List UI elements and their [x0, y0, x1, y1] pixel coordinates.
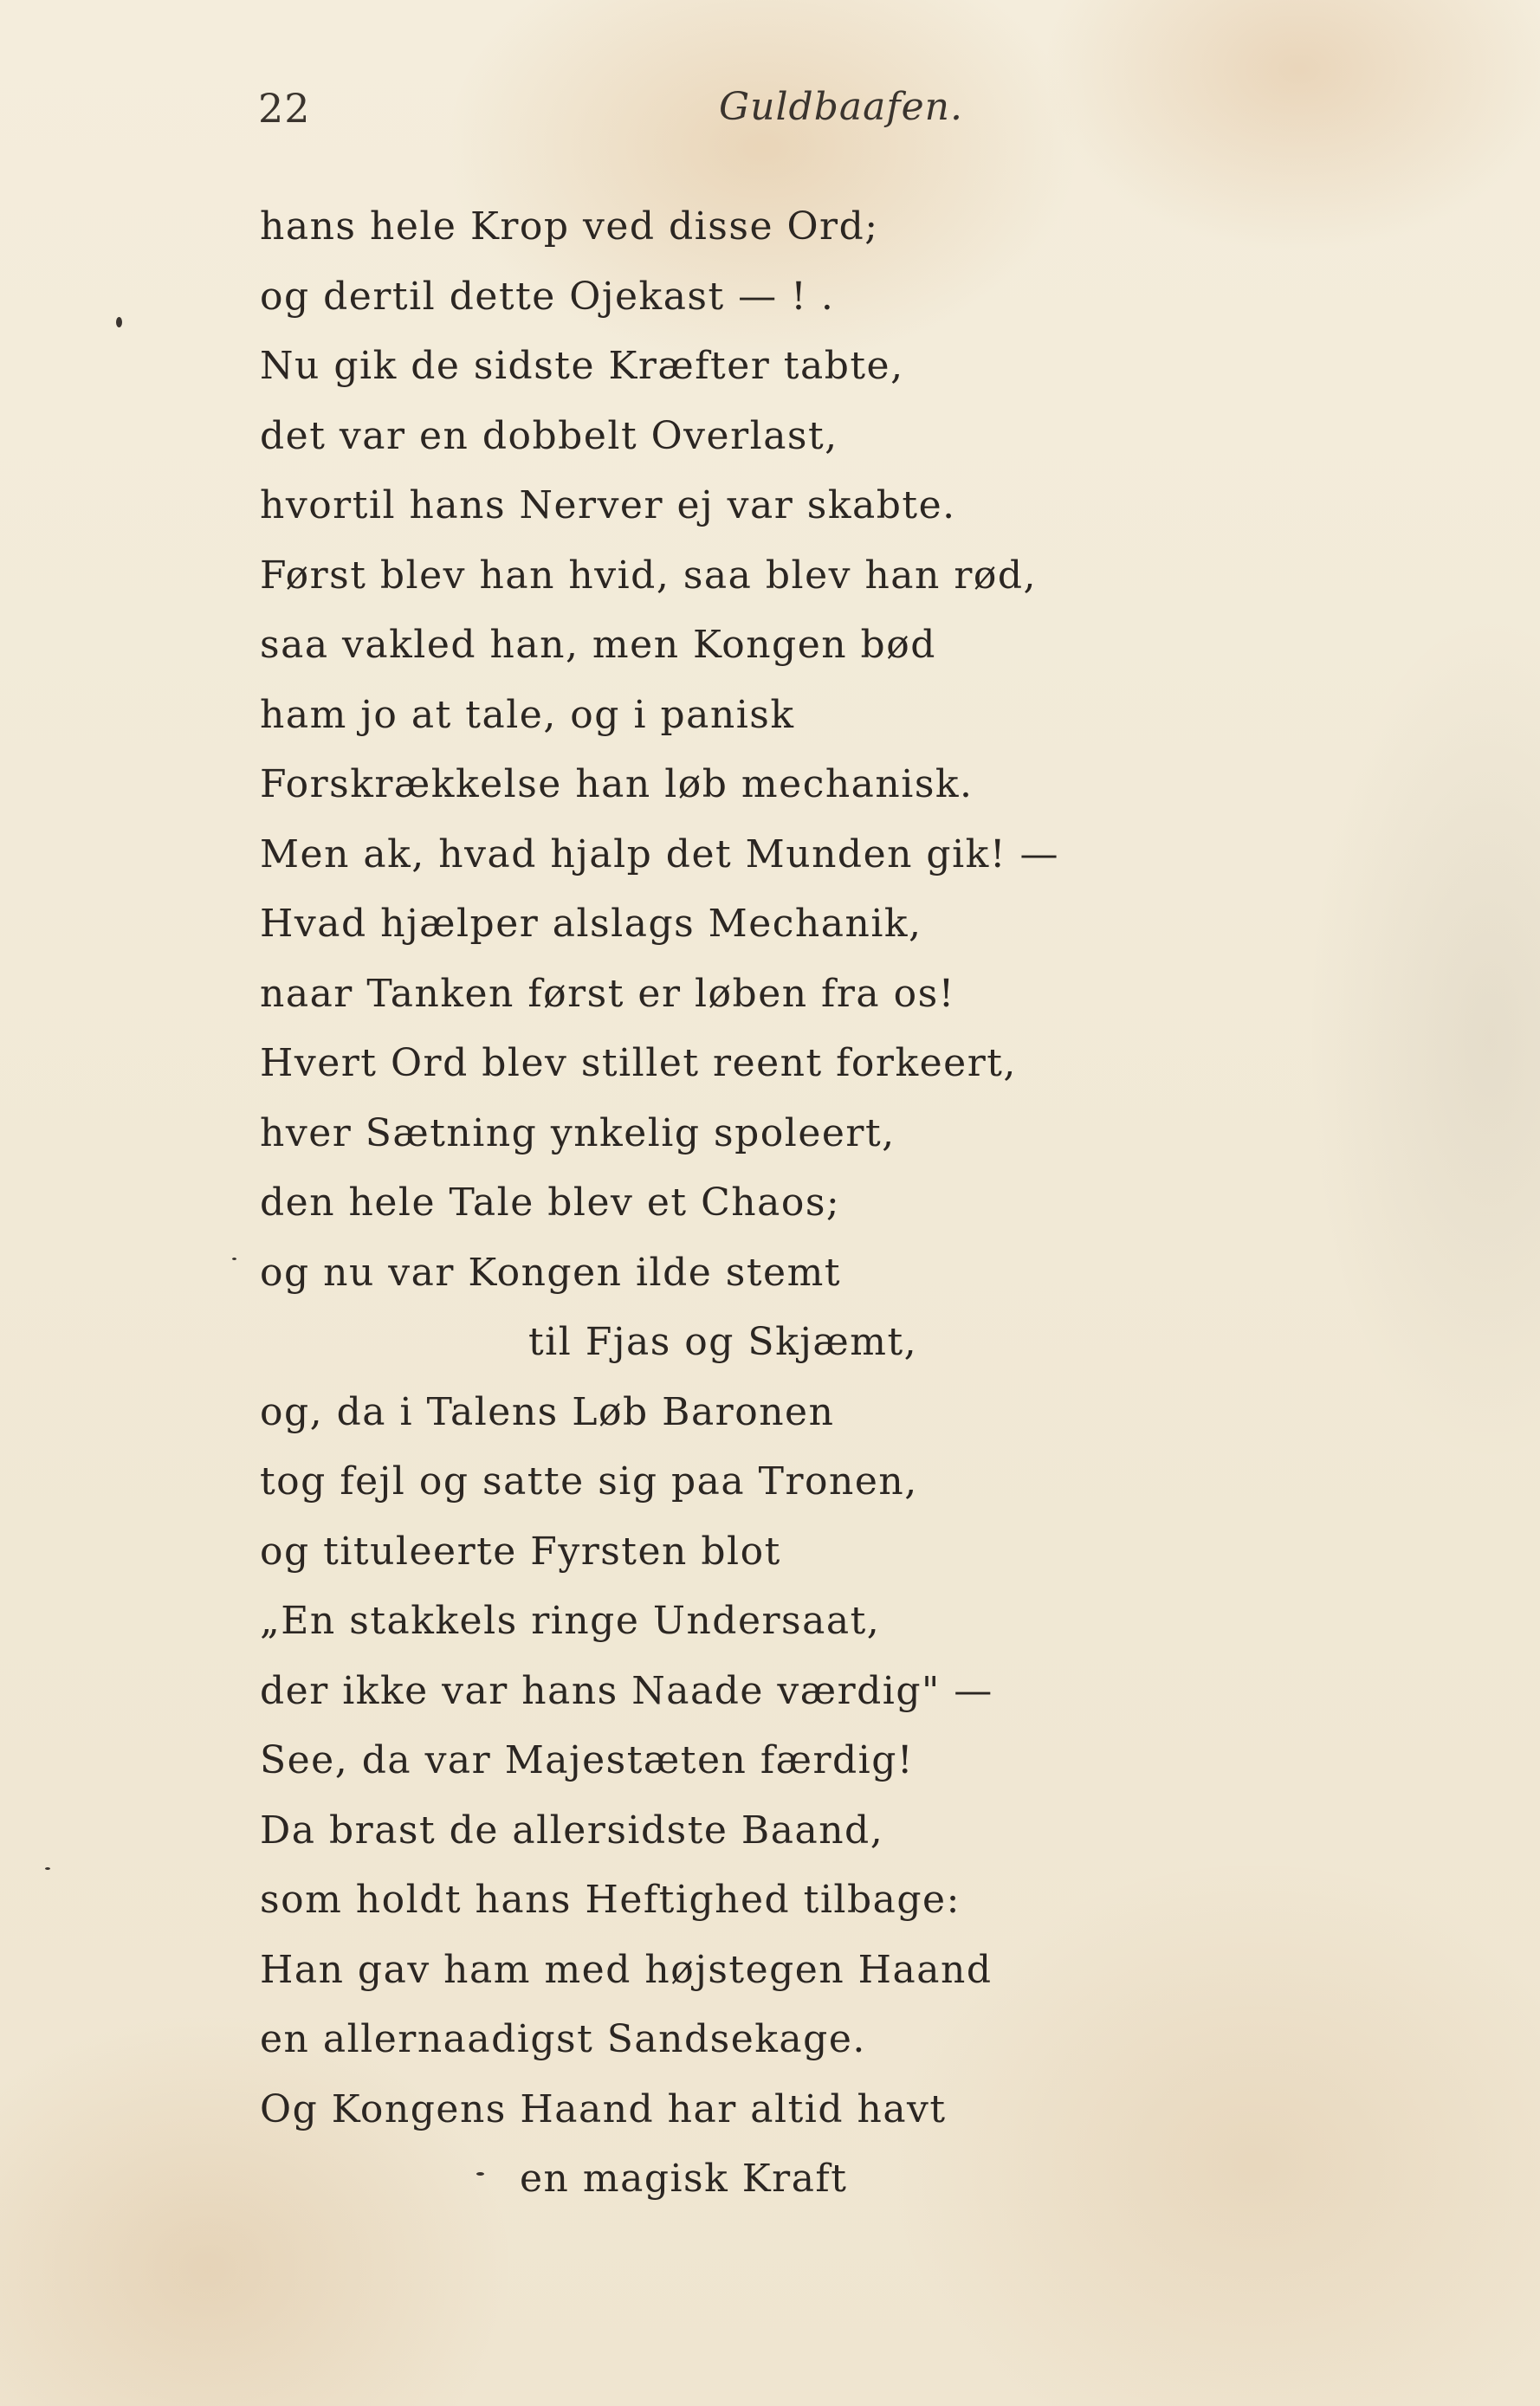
poem-line: ham jo at tale, og i panisk: [260, 692, 795, 737]
poem-line: tog fejl og satte sig paa Tronen,: [260, 1459, 918, 1504]
poem-line: Hvad hjælper alslags Mechanik,: [260, 902, 922, 946]
poem-line: Hvert Ord blev stillet reent forkeert,: [260, 1041, 1017, 1085]
ink-speck: [476, 2172, 484, 2176]
poem-line: Men ak, hvad hjalp det Munden gik! —: [260, 831, 1059, 876]
poem-line: hans hele Krop ved disse Ord;: [260, 204, 879, 249]
running-title: Guldbaafen.: [719, 85, 964, 129]
poem-line: Og Kongens Haand har altid havt: [260, 2086, 947, 2131]
poem-line: Han gav ham med højstegen Haand: [260, 1947, 993, 1992]
poem-line: der ikke var hans Naade værdig" —: [260, 1668, 993, 1713]
ink-speck: [232, 1258, 236, 1260]
poem-line: hvortil hans Nerver ej var skabte.: [260, 483, 956, 527]
poem-line: og, da i Talens Løb Baronen: [260, 1389, 835, 1434]
poem-line: den hele Tale blev et Chaos;: [260, 1180, 841, 1225]
ink-speck: [116, 317, 122, 327]
poem-line: hver Sætning ynkelig spoleert,: [260, 1110, 896, 1155]
poem-line: „En stakkels ringe Undersaat,: [260, 1599, 881, 1643]
poem-line: See, da var Majestæten færdig!: [260, 1738, 915, 1782]
poem-line: en allernaadigst Sandsekage.: [260, 2017, 866, 2061]
poem-line: som holdt hans Heftighed tilbage:: [260, 1878, 961, 1922]
poem-line: det var en dobbelt Overlast,: [260, 413, 838, 458]
poem-line: og tituleerte Fyrsten blot: [260, 1529, 781, 1574]
poem-line: Da brast de allersidste Baand,: [260, 1808, 884, 1853]
poem-line: og nu var Kongen ilde stemt: [260, 1250, 842, 1295]
page-header: [0, 80, 1540, 140]
poem-line: og dertil dette Ojekast — ! .: [260, 274, 835, 319]
poem-line: saa vakled han, men Kongen bød: [260, 623, 936, 667]
poem-line: Først blev han hvid, saa blev han rød,: [260, 553, 1038, 598]
page-number: 22: [258, 85, 311, 132]
poem-line: Forskrækkelse han løb mechanisk.: [260, 762, 974, 806]
poem-line: naar Tanken først er løben fra os!: [260, 971, 955, 1016]
poem-line-indented: en magisk Kraft: [520, 2157, 848, 2201]
poem-text: [260, 192, 1282, 2215]
poem-line-indented: til Fjas og Skjæmt,: [528, 1320, 918, 1364]
poem-line: Nu gik de sidste Kræfter tabte,: [260, 344, 904, 388]
ink-speck: [45, 1867, 50, 1870]
